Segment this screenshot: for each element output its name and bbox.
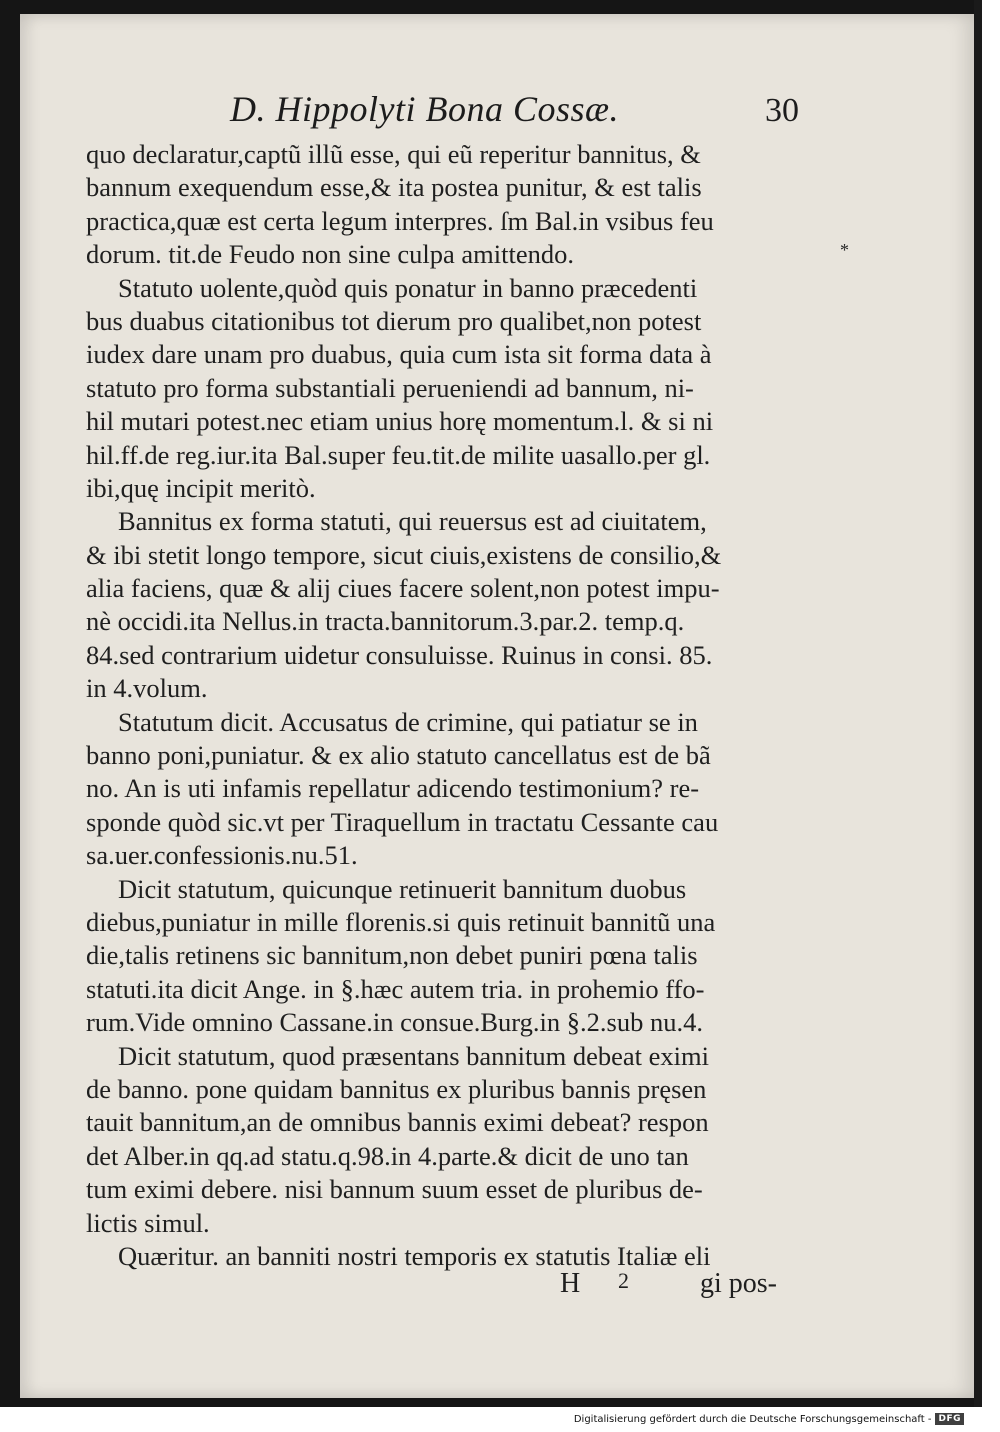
text-line: det Alber.in qq.ad statu.q.98.in 4.parte.& dicit de uno tan [86, 1140, 689, 1171]
text-line: Dicit statutum, quod præsentans bannitum debeat eximi [118, 1040, 709, 1071]
text-line: no. An is uti infamis repellatur adicendo testimonium? re- [86, 773, 700, 804]
text-line: diebus,puniatur in mille florenis.si quis retinuit bannitũ una [86, 906, 716, 937]
text-line: practica,quæ est certa legum interpres. ſm Bal.in vsibus feu [86, 205, 714, 236]
scan-edge-bar [974, 0, 982, 1407]
signature-letter: H [560, 1268, 581, 1299]
digitization-credit [574, 1413, 964, 1425]
body-text [86, 138, 846, 1273]
text-line: bus duabus citationibus tot dierum pro qualibet,non potest [86, 305, 702, 336]
text-line: Bannitus ex forma statuti, qui reuersus est ad ciuitatem, [118, 506, 707, 537]
signature-number: 2 [618, 1268, 629, 1293]
text-line: quo declaratur,captũ illũ esse, qui eũ reperitur bannitus, & [86, 139, 701, 169]
page-number: 30 [765, 92, 799, 129]
text-line: dorum. tit.de Feudo non sine culpa amittendo. [86, 239, 574, 270]
text-line: iudex dare unam pro duabus, quia cum ista sit forma data à [86, 339, 712, 370]
text-line: Quæritur. an banniti nostri temporis ex statutis Italiæ eli [118, 1240, 711, 1271]
text-line: Statutum dicit. Accusatus de crimine, qui patiatur se in [118, 706, 698, 737]
text-line: lictis simul. [86, 1207, 210, 1238]
text-line: Statuto uolente,quòd quis ponatur in banno præcedenti [118, 272, 698, 303]
text-line: hil.ff.de reg.iur.ita Bal.super feu.tit.de milite uasallo.per gl. [86, 439, 711, 470]
text-line: statuto pro forma substantiali perueniendi ad bannum, ni- [86, 372, 694, 403]
text-line: sa.uer.confessionis.nu.51. [86, 840, 358, 871]
dfg-logo: DFG [935, 1413, 964, 1425]
text-line: statuti.ita dicit Ange. in §.hæc autem tria. in prohemio ffo- [86, 973, 705, 1004]
catchword: gi pos- [700, 1268, 777, 1299]
text-line: bannum exequendum esse,& ita postea punitur, & est talis [86, 172, 702, 203]
margin-mark: * [840, 240, 849, 260]
text-line: nè occidi.ita Nellus.in tracta.bannitorum.3.par.2. temp.q. [86, 606, 685, 637]
text-line: banno poni,puniatur. & ex alio statuto cancellatus est de bã [86, 740, 711, 771]
text-line: de banno. pone quidam bannitus ex pluribus bannis pręsen [86, 1073, 707, 1104]
text-line: die,talis retinens sic bannitum,non debet puniri pœna talis [86, 940, 698, 971]
text-line: tum eximi debere. nisi bannum suum esset de pluribus de- [86, 1174, 703, 1205]
text-line: in 4.volum. [86, 673, 208, 704]
text-line: rum.Vide omnino Cassane.in consue.Burg.in §.2.sub nu.4. [86, 1007, 703, 1038]
book-page [20, 14, 974, 1398]
text-line: Dicit statutum, quicunque retinuerit bannitum duobus [118, 873, 687, 904]
text-line: 84.sed contrarium uidetur consuluisse. Ruinus in consi. 85. [86, 639, 713, 670]
credit-text: Digitalisierung gefördert durch die Deutsche Forschungsgemeinschaft - [573, 1413, 932, 1425]
text-line: hil mutari potest.nec etiam unius horę momentum.l. & si ni [86, 406, 714, 437]
running-head: D. Hippolyti Bona Cossæ. [230, 89, 620, 129]
text-line: sponde quòd sic.vt per Tiraquellum in tractatu Cessante cau [86, 806, 719, 837]
text-line: alia faciens, quæ & alij ciues facere solent,non potest impu- [86, 573, 720, 604]
text-line: ibi,quę incipit meritò. [86, 472, 316, 503]
text-line: & ibi stetit longo tempore, sicut ciuis,existens de consilio,& [86, 539, 722, 570]
text-line: tauit bannitum,an de omnibus bannis eximi debeat? respon [86, 1107, 709, 1138]
